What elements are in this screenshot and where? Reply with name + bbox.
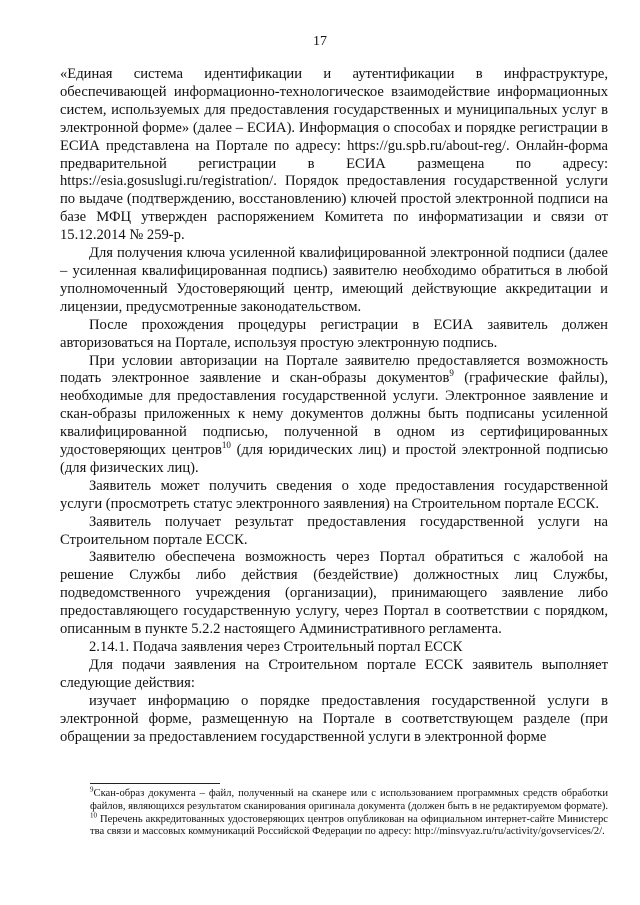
paragraph-study-information: изучает информацию о порядке предоставления государственной услуги в электронной форме, размещенную на Портале в соответствующем разделе (при обращении за предоставлением государственной услуги в электронной форме	[60, 692, 608, 745]
paragraph-status-tracking: Заявитель может получить сведения о ходе предоставления государственной услуги (просмотреть статус электронного заявления) на Строительном портале ЕССК.	[60, 477, 608, 512]
paragraph-qualified-signature: Для получения ключа усиленной квалифицированной электронной подписи (далее – усиленная квалифицированная подпись) заявителю необходимо обратиться в любой уполномоченный Удостоверяющий центр, имеющий действующие аккредитации и лицензии, предусмотренные законодательством.	[60, 245, 608, 315]
footnotes	[90, 785, 609, 839]
footnote-ref-10: 10	[221, 440, 231, 451]
paragraph-electronic-application-part-c: (для юридических лиц) и простой электронной подписью (для физических лиц).	[60, 442, 608, 476]
footnote-9-mark: 9	[90, 785, 94, 794]
page-number: 17	[313, 34, 327, 49]
paragraph-submission-steps: Для подачи заявления на Строительном портале ЕССК заявитель выполняет следующие действия:	[60, 656, 608, 691]
section-heading-2-14-1: 2.14.1. Подача заявления через Строительный портал ЕССК	[89, 639, 463, 655]
footnote-9-text: Скан-образ документа – файл, полученный на сканере или с использованием программных средств обработки файлов, являющихся результатом сканирования оригинала документа (должен быть в не редактируемом формате).	[90, 788, 609, 812]
paragraph-portal-authorization: После прохождения процедуры регистрации в ЕСИА заявитель должен авторизоваться на Портале, используя простую электронную подпись.	[60, 316, 608, 351]
paragraph-complaint: Заявителю обеспечена возможность через Портал обратиться с жалобой на решение Службы либо действия (бездействие) должностных лиц Службы, подведомственного учреждения (организации), принимающего заявление либо предоставляющего государственную услугу, через Портал в соответствии с порядком, описанным в пункте 5.2.2 настоящего Административного регламента.	[60, 549, 608, 638]
footnote-9	[90, 785, 609, 814]
footnote-ref-9: 9	[449, 368, 454, 379]
paragraph-result-receipt: Заявитель получает результат предоставления государственной услуги на Строительном портале ЕССК.	[60, 513, 608, 548]
paragraph-electronic-application-part-b: (графические файлы), необходимые для предоставления государственной услуги. Электронное заявление и скан-образы приложенных к нему документов должны быть подписаны усиленной квалифицированной подписью, полученной в одном из сертифицированных удостоверяющих центров	[60, 370, 608, 459]
footnote-divider	[90, 783, 220, 784]
paragraph-electronic-application	[60, 353, 608, 478]
footnote-10	[90, 811, 608, 840]
footnote-10-mark: 10	[90, 811, 97, 820]
paragraph-electronic-application-part-a: При условии авторизации на Портале заявителю предоставляется возможность подать электронное заявление и скан-образы документов	[60, 352, 608, 387]
body-text	[60, 66, 608, 746]
paragraph-esia-info: «Единая система идентификации и аутентификации в инфраструктуре, обеспечивающей информационно-технологическое взаимодействие информационных систем, используемых для предоставления государственных и муниципальных услуг в электронной форме» (далее – ЕСИА). Информация о способах и порядке регистрации в ЕСИА представлена на Портале по адресу: https://gu.spb.ru/about-reg/. Онлайн-форма предварительной регистрации в ЕСИА размещена по адресу: https://esia.gosuslugi.ru/registration/. Порядок предоставления государственной услуги по выдаче (подтверждению, восстановлению) ключей простой электронной подписи на базе МФЦ утвержден распоряжением Комитета по информатизации и связи от 15.12.2014 № 259-р.	[60, 66, 608, 244]
footnote-10-text: Перечень аккредитованных удостоверяющих центров опубликован на официальном интернет-сайте Министерства связи и массовых коммуникаций Российской Федерации по адресу: http://minsvyaz.ru/ru/activity/govservices/2/.	[90, 813, 608, 838]
